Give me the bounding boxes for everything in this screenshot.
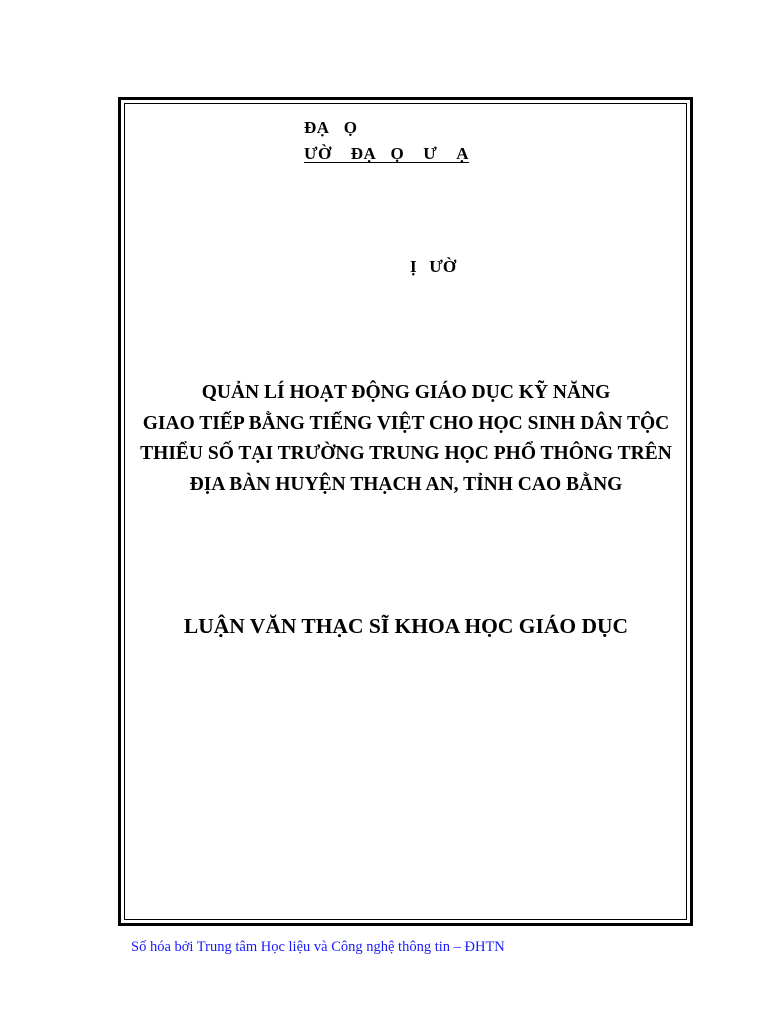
thesis-type: LUẬN VĂN THẠC SĨ KHOA HỌC GIÁO DỤC — [183, 614, 629, 638]
thesis-title — [122, 378, 690, 500]
digitization-footer: Số hóa bởi Trung tâm Học liệu và Công nghệ thông tin – ĐHTN — [131, 939, 505, 955]
school-name: ƯỜ ĐẠ Ọ Ư Ạ — [304, 144, 470, 163]
thesis-title-line: QUẢN LÍ HOẠT ĐỘNG GIÁO DỤC KỸ NĂNG — [201, 382, 611, 403]
thesis-title-line: ĐỊA BÀN HUYỆN THẠCH AN, TỈNH CAO BẰNG — [189, 473, 623, 495]
author-name: Ị ƯỜ — [409, 257, 457, 276]
thesis-title-line: GIAO TIẾP BẰNG TIẾNG VIỆT CHO HỌC SINH DÂN TỘC — [142, 412, 670, 434]
page-border — [118, 97, 693, 926]
thesis-title-line: THIỂU SỐ TẠI TRƯỜNG TRUNG HỌC PHỔ THÔNG TRÊN — [140, 443, 672, 464]
university-name: ĐẠ Ọ — [304, 118, 358, 137]
page-border-inner — [124, 103, 687, 920]
